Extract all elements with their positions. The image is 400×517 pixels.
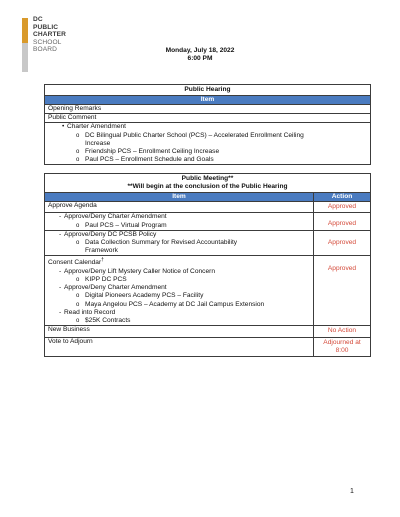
action-status: Approved	[314, 213, 371, 230]
meeting-date: Monday, July 18, 2022	[165, 47, 235, 54]
list-item: - Read into Record	[48, 309, 310, 317]
table-row: Vote to Adjourn	[45, 337, 314, 357]
table-row: Approve Agenda	[45, 202, 314, 213]
action-status: Adjourned at 8:00	[314, 337, 371, 357]
list-item: o Friendship PCS – Enrollment Ceiling Increase	[48, 148, 367, 156]
list-item: o Paul PCS – Enrollment Schedule and Goals	[48, 156, 367, 164]
consent-calendar-label: Consent Calendar	[48, 259, 102, 267]
action-column-header: Action	[314, 193, 371, 202]
list-item: - Approve/Deny Lift Mystery Caller Notice of Concern	[48, 268, 310, 276]
item-column-header: Item	[45, 96, 371, 105]
table-row	[45, 230, 314, 256]
public-hearing-table	[44, 84, 371, 165]
public-meeting-table	[44, 173, 371, 357]
table-row: Opening Remarks	[45, 105, 371, 114]
table-row	[45, 213, 314, 230]
public-meeting-subtitle: **Will begin at the conclusion of the Public Hearing	[127, 183, 288, 190]
action-status: Approved	[314, 230, 371, 256]
table-row	[45, 123, 371, 165]
list-item: o Digital Pioneers Academy PCS – Facility	[48, 292, 310, 300]
consent-calendar-heading	[48, 256, 310, 267]
item-column-header: Item	[45, 193, 314, 202]
list-item: - Approve/Deny Charter Amendment	[48, 284, 310, 292]
logo-line: DC	[33, 16, 43, 23]
list-item: • Charter Amendment	[48, 123, 367, 131]
list-item-continuation: Framework	[85, 247, 118, 255]
list-item: - Approve/Deny DC PCSB Policy	[48, 231, 310, 239]
dagger-mark: †	[101, 257, 104, 264]
table-row: New Business	[45, 326, 314, 337]
page-number: 1	[350, 488, 354, 495]
action-status: No Action	[314, 326, 371, 337]
list-item: o $25K Contracts	[48, 317, 310, 325]
list-item: o Data Collection Summary for Revised Accountability	[48, 239, 310, 247]
logo-line: SCHOOL	[33, 38, 62, 46]
list-item: o Paul PCS – Virtual Program	[48, 222, 310, 230]
logo-line: BOARD	[33, 46, 57, 54]
logo-line: PUBLIC	[33, 23, 59, 31]
pencil-icon	[22, 18, 28, 72]
action-status: Approved	[314, 202, 371, 213]
public-meeting-title	[45, 174, 371, 193]
meeting-time: 6:00 PM	[187, 55, 213, 63]
agenda-header	[0, 47, 400, 64]
list-item: - Approve/Deny Charter Amendment	[48, 213, 310, 221]
list-item: o KIPP DC PCS	[48, 276, 310, 284]
public-hearing-title: Public Hearing	[45, 85, 371, 96]
table-row	[45, 256, 314, 326]
dc-pcsb-logo	[22, 16, 82, 74]
list-item-continuation: Increase	[85, 139, 111, 147]
list-item: o Maya Angelou PCS – Academy at DC Jail Campus Extension	[48, 301, 310, 309]
table-row: Public Comment	[45, 114, 371, 123]
public-meeting-heading: Public Meeting**	[181, 175, 234, 182]
list-item: o DC Bilingual Public Charter School (PCS) – Accelerated Enrollment Ceiling	[48, 132, 367, 140]
logo-line: CHARTER	[33, 31, 66, 39]
action-status: Approved	[314, 256, 371, 326]
